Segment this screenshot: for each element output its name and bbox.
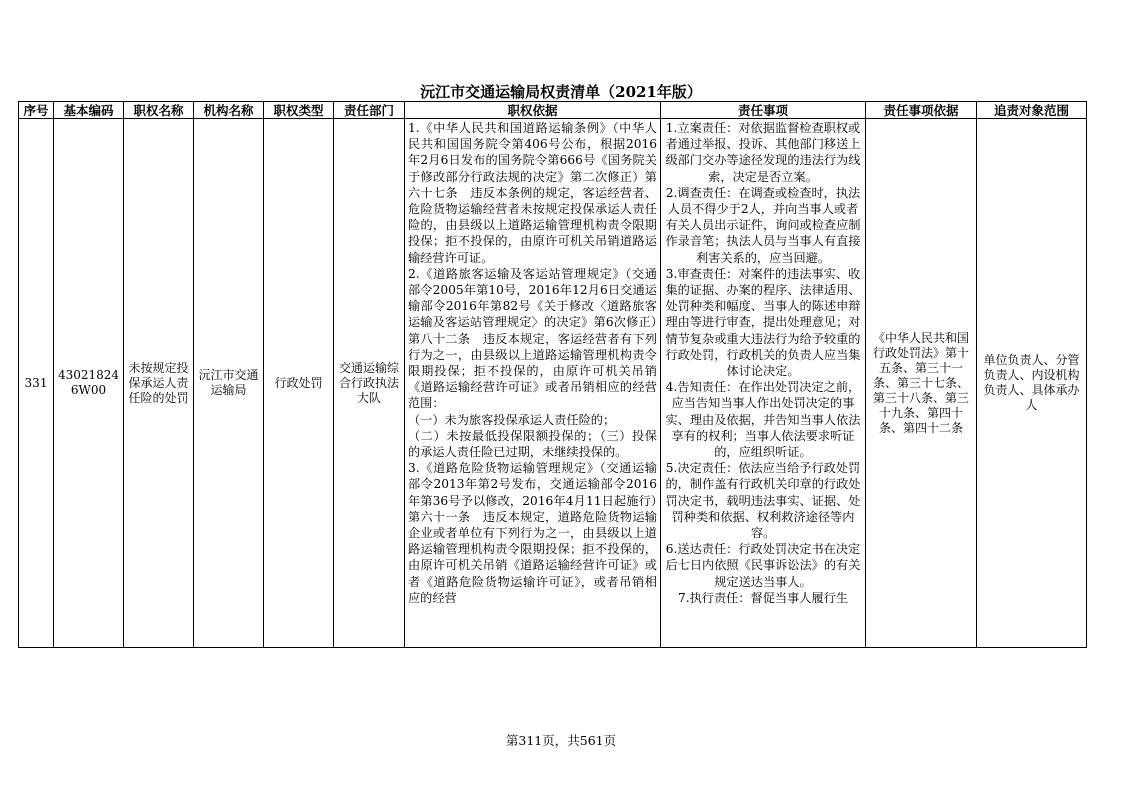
cell-matters [661, 119, 866, 648]
matters-paragraph: 1.立案责任：对依据监督检查职权或者通过举报、投诉、其他部门移送上级部门交办等途径发现的违法行为线索，决定是否立案。 [665, 121, 861, 184]
col-header-accountability: 追责对象范围 [977, 102, 1087, 119]
col-header-code: 基本编码 [54, 102, 124, 119]
header-row [19, 102, 1087, 119]
responsibility-table [18, 101, 1087, 648]
basis-paragraph: （二）未按最低投保限额投保的；（三）投保的承运人责任险已过期，未继续投保的。 [408, 428, 657, 460]
cell-matters-basis: 《中华人民共和国行政处罚法》第十五条、第三十一条、第三十七条、第三十八条、第三十九条、第四十条、第四十二条 [866, 119, 977, 648]
cell-org-name: 沅江市交通运输局 [194, 119, 264, 648]
col-header-power-name: 职权名称 [124, 102, 194, 119]
matters-paragraph: 7.执行责任：督促当事人履行生 [677, 590, 849, 605]
basis-paragraph: 3.《道路危险货物运输管理规定》（交通运输部令2013年第2号发布，交通运输部令2016年第36号予以修改，2016年4月11日起施行）第六十一条 违反本规定，道路危险货物运输企业或者单位有下列行为之一，由县级以上道路运输管理机构责令限期投保；拒不投保的，由原许可机关吊销《道路运输经营许可证》或者《道路危险货物运输许可证》，或者吊销相应的经营 [408, 461, 657, 605]
basis-paragraph: （一）未为旅客投保承运人责任险的； [408, 412, 616, 427]
matters-paragraph: 4.告知责任：在作出处罚决定之前，应当告知当事人作出处罚决定的事实、理由及依据，并告知当事人依法享有的权利；当事人依法要求听证的，应组织听证。 [665, 380, 861, 460]
cell-dept: 交通运输综合行政执法大队 [334, 119, 405, 648]
col-header-matters-basis: 责任事项依据 [866, 102, 977, 119]
matters-paragraph: 3.审查责任：对案件的违法事实、收集的证据、办案的程序、法律适用、处罚种类和幅度、当事人的陈述申辩理由等进行审查，提出处理意见；对情节复杂或重大违法行为给予较重的行政处罚，行政机关的负责人应当集体讨论决定。 [665, 266, 861, 379]
col-header-dept: 责任部门 [334, 102, 405, 119]
matters-paragraph: 5.决定责任：依法应当给予行政处罚的，制作盖有行政机关印章的行政处罚决定书，载明违法事实、证据、处罚种类和依据、权利救济途径等内容。 [665, 461, 861, 541]
page-number: 第311页，共561页 [505, 733, 617, 748]
basis-paragraph: 1.《中华人民共和国道路运输条例》（中华人民共和国国务院令第406号公布，根据2016年2月6日发布的国务院令第666号《国务院关于修改部分行政法规的决定》第二次修正）第六十七条 违反本条例的规定，客运经营者、危险货物运输经营者未按规定投保承运人责任险的，由县级以上道路运输管理机构责令限期投保；拒不投保的，由原许可机关吊销道路运输经营许可证。 [408, 121, 657, 265]
col-header-matters: 责任事项 [661, 102, 866, 119]
matters-paragraph: 6.送达责任：行政处罚决定书在决定后七日内依照《民事诉讼法》的有关规定送达当事人。 [665, 542, 861, 589]
table-row [19, 119, 1087, 648]
cell-power-type: 行政处罚 [264, 119, 334, 648]
document-title: 沅江市交通运输局权责清单（2021年版） [420, 83, 702, 101]
cell-power-name: 未按规定投保承运人责任险的处罚 [124, 119, 194, 648]
cell-basis [405, 119, 661, 648]
cell-accountability: 单位负责人、分管负责人、内设机构负责人、具体承办人 [977, 119, 1087, 648]
col-header-org-name: 机构名称 [194, 102, 264, 119]
col-header-power-type: 职权类型 [264, 102, 334, 119]
col-header-basis: 职权依据 [405, 102, 661, 119]
cell-code: 430218246W00 [54, 119, 124, 648]
matters-paragraph: 2.调查责任：在调查或检查时，执法人员不得少于2人，并向当事人或者有关人员出示证件，询问或检查应制作录音笔；执法人员与当事人有直接利害关系的，应当回避。 [665, 185, 861, 265]
cell-seq: 331 [19, 119, 54, 648]
col-header-seq: 序号 [19, 102, 54, 119]
basis-paragraph: 2.《道路旅客运输及客运站管理规定》（交通部令2005年第10号，2016年12月6日交通运输部令2016年第82号《关于修改〈道路旅客运输及客运站管理规定〉的决定》第6次修正）第八十二条 违反本规定，客运经营者有下列行为之一，由县级以上道路运输管理机构责令限期投保；拒不投保的，由原许可机关吊销《道路运输经营许可证》或者吊销相应的经营范围： [408, 266, 657, 411]
